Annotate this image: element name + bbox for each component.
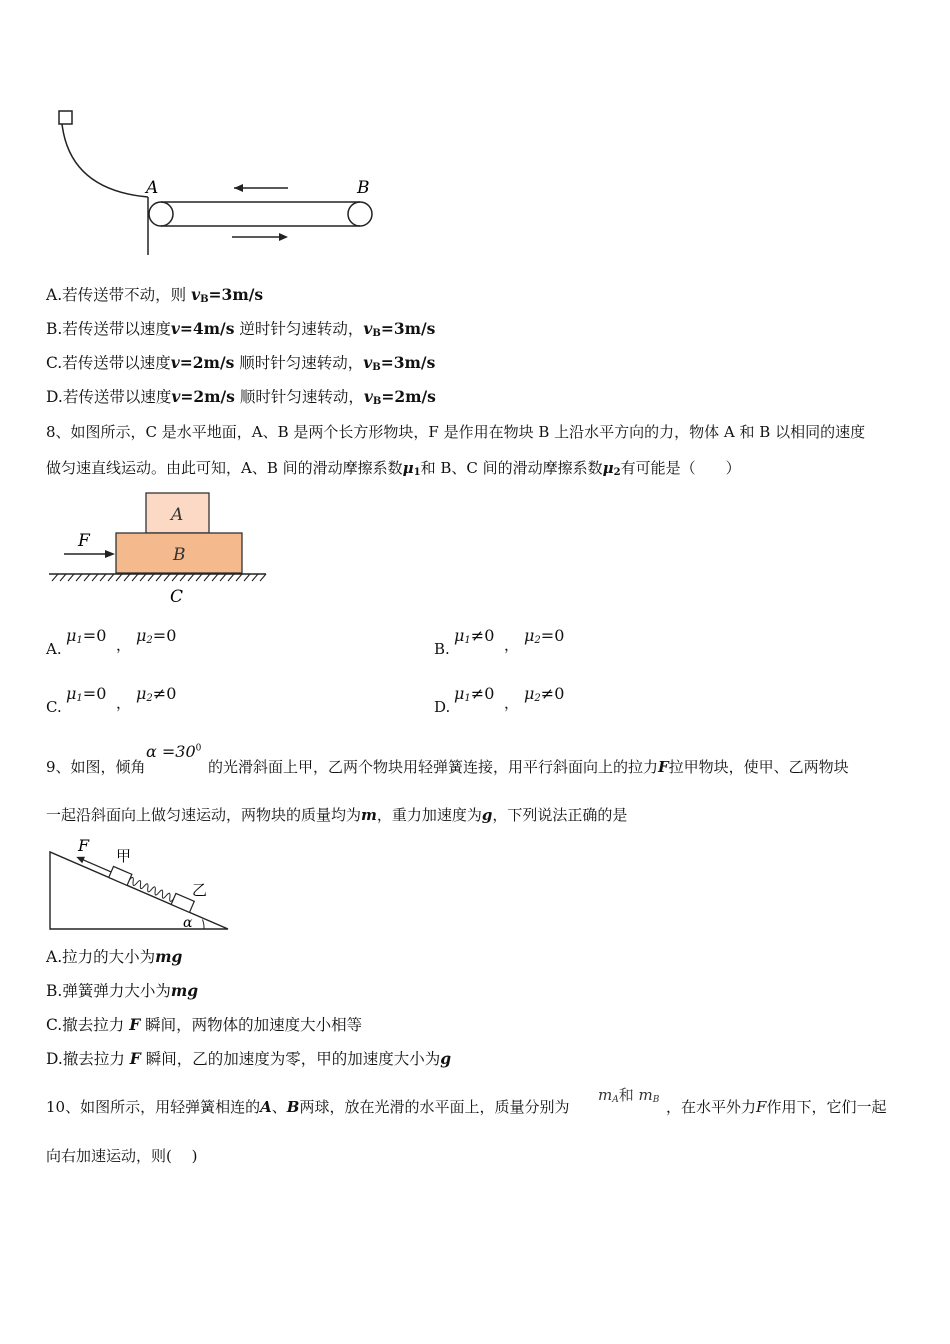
q8-line-1: 8、如图所示，C 是水平地面，A、B 是两个长方形物块，F 是作用在物块 B 上沿水平方向的力，物体 A 和 B 以相同的速度 (46, 423, 866, 441)
q10-line-2: 向右加速运动，则( ) (46, 1147, 198, 1165)
q8-option-b: B. $\mu_1\ne 0$ ， $\mu_2=0$ (434, 626, 565, 658)
block-yi (171, 893, 194, 912)
ground-hatch (52, 574, 266, 581)
q8-option-a: A. $\mu_1=0$ ， $\mu_2=0$ (46, 626, 177, 658)
label-block-a: A (171, 505, 184, 525)
q8-option-c: C. $\mu_1=0$ ， $\mu_2\ne 0$ (46, 684, 177, 716)
roller-b (348, 202, 372, 226)
q9-line-1: 9、如图，倾角 $\alpha =30^0$ 的光滑斜面上甲，乙两个物块用轻弹簧连接，用平行斜面向上的拉力F拉甲物块，使甲、乙两物块 (46, 742, 849, 776)
q8-option-d: D. $\mu_1\ne 0$ ， $\mu_2\ne 0$ (434, 684, 565, 716)
label-block-b: B (173, 545, 186, 565)
small-block (59, 111, 72, 124)
q9-option-b: B.弹簧弹力大小为mg (46, 981, 199, 1000)
q7-option-d: D.若传送带以速度v=2m/s 顺时针匀速转动，$v_B=2m/s$ (46, 387, 436, 407)
q7-option-b: B.若传送带以速度v=4m/s 逆时针匀速转动，$v_B=3m/s$ (46, 319, 436, 339)
label-a: A (146, 178, 159, 198)
conveyor-belt-figure (40, 100, 400, 265)
force-f-arrow (80, 858, 111, 872)
q10-line-1: 10、如图所示，用轻弹簧相连的A、B两球，放在光滑的水平面上，质量分别为 $m_A$和 $m_B$ ，在水平外力F作用下，它们一起 (46, 1086, 887, 1116)
label-alpha: α (183, 915, 193, 931)
q9-line-2: 一起沿斜面向上做匀速运动，两物块的质量均为m，重力加速度为g，下列说法正确的是 (46, 806, 628, 824)
label-jia: 甲 (116, 847, 132, 865)
incline-figure (44, 835, 234, 935)
blocks-figure (44, 488, 272, 610)
q9-option-a: A.拉力的大小为mg (46, 947, 183, 966)
q9-option-c: C.撤去拉力 F 瞬间，两物体的加速度大小相等 (46, 1015, 363, 1034)
q7-option-c: C.若传送带以速度v=2m/s 顺时针匀速转动，$v_B=3m/s$ (46, 353, 436, 373)
q7-option-a: A.若传送带不动，则 $v_B=3m/s$ (46, 285, 264, 305)
label-b: B (357, 178, 370, 198)
q9-option-d: D.撤去拉力 F 瞬间，乙的加速度为零，甲的加速度大小为g (46, 1049, 452, 1068)
q8-line-2: 做匀速直线运动。由此可知，A、B 间的滑动摩擦系数$\mu_1$和 B、C 间的滑动摩擦系数$\mu_2$有可能是（ ） (46, 459, 741, 478)
roller-a (149, 202, 173, 226)
label-force-f: F (78, 531, 90, 551)
angle-arc (203, 920, 205, 930)
label-ground-c: C (170, 587, 184, 607)
block-jia (109, 866, 132, 885)
curved-ramp (62, 124, 148, 197)
label-f: F (78, 836, 90, 855)
label-yi: 乙 (192, 881, 208, 899)
